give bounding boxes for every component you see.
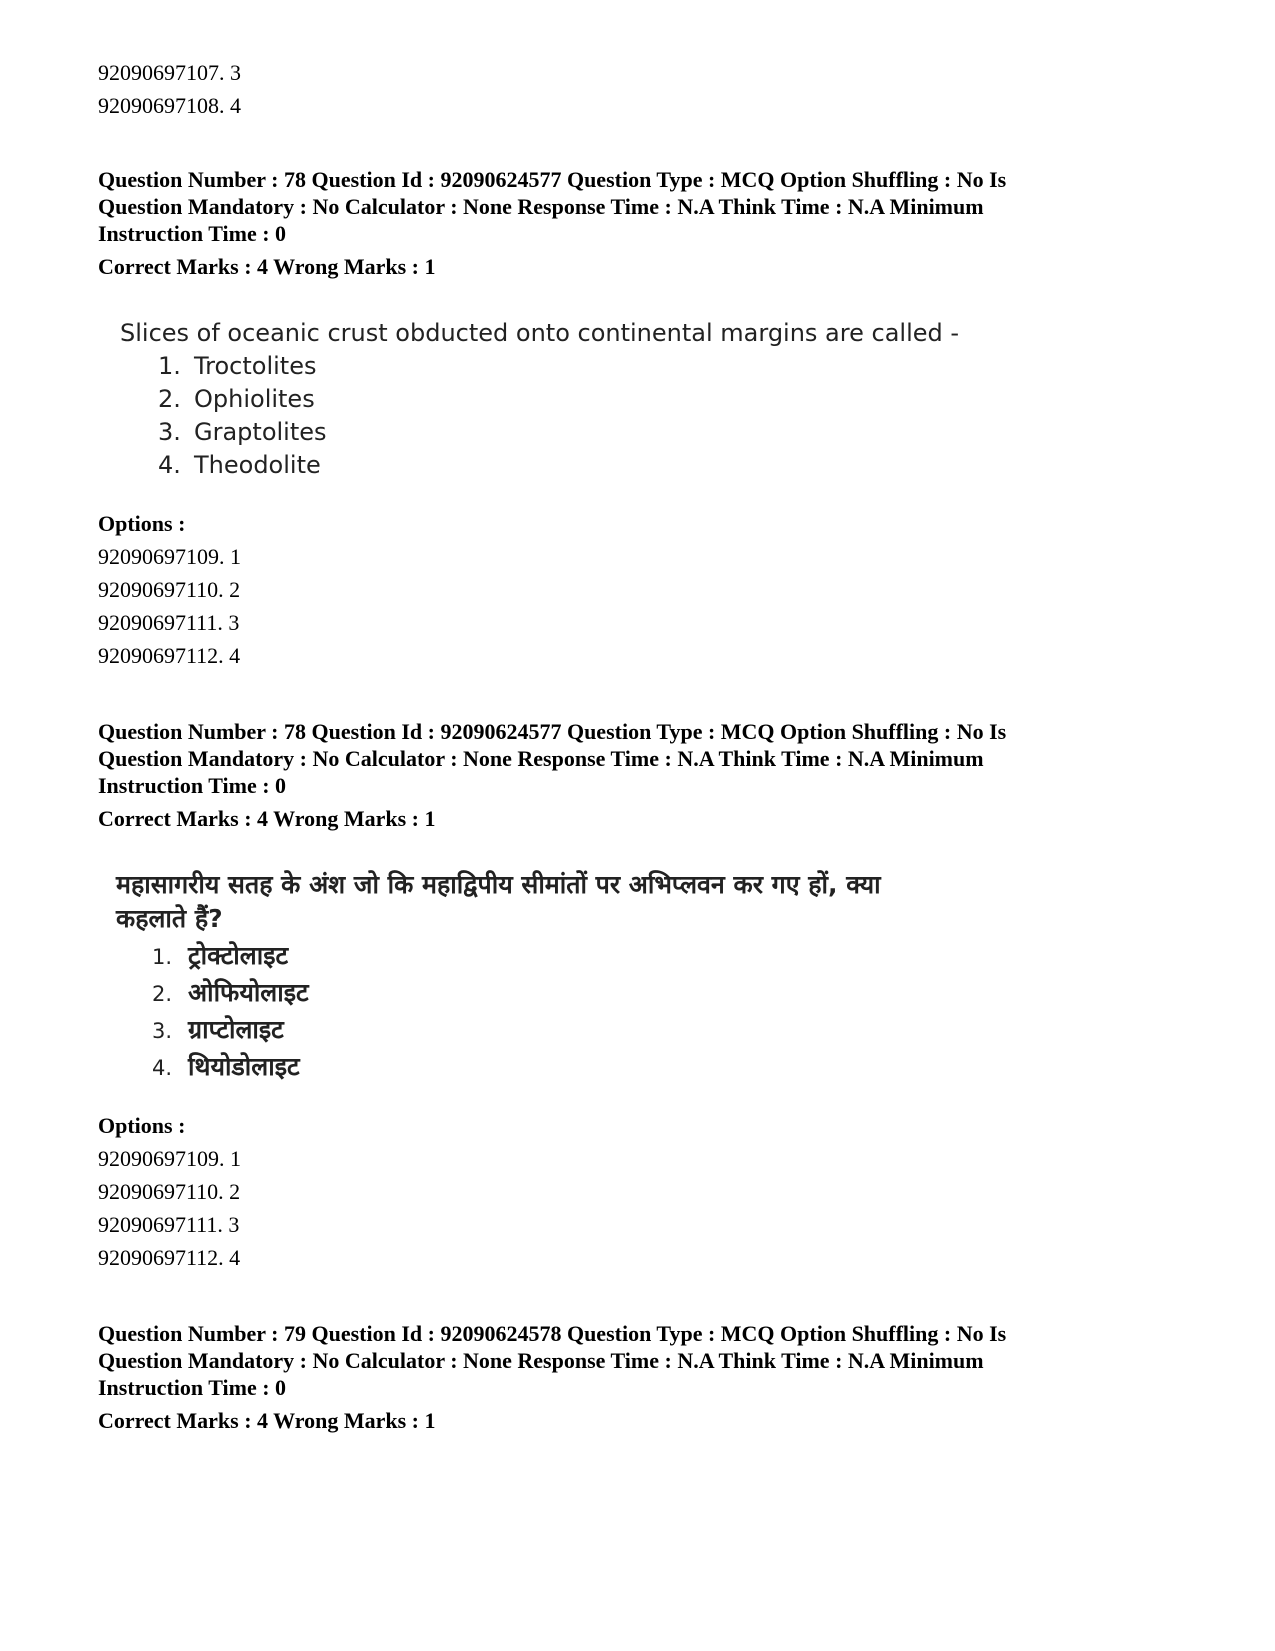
choice-number: 1. — [158, 352, 181, 380]
option-line: 92090697108. 4 — [98, 93, 241, 118]
options-label: Options : — [98, 1113, 186, 1138]
choice-number: 3. — [158, 418, 181, 446]
question-text: महासागरीय सतह के अंश जो कि महाद्विपीय सीमांतों पर अभिप्लवन कर गए हों, क्या — [116, 870, 881, 899]
choice-text: ग्राप्टोलाइट — [188, 1015, 284, 1044]
choice-text: Ophiolites — [194, 385, 315, 413]
option-line: 92090697110. 2 — [98, 1179, 241, 1204]
choice-item — [158, 383, 959, 416]
question-meta-line: Instruction Time : 0 — [98, 1375, 287, 1400]
choice-list — [152, 938, 881, 1086]
marks-line: Correct Marks : 4 Wrong Marks : 1 — [98, 806, 436, 831]
choice-text: Graptolites — [194, 418, 327, 446]
choice-number: 4. — [158, 451, 181, 479]
choice-list — [158, 350, 959, 482]
question-text: कहलाते हैं? — [116, 904, 223, 933]
choice-item — [152, 938, 881, 975]
question-meta-line: Instruction Time : 0 — [98, 221, 287, 246]
question-meta-line: Instruction Time : 0 — [98, 773, 287, 798]
question-image — [120, 318, 959, 482]
choice-text: Troctolites — [194, 352, 317, 380]
choice-item — [158, 350, 959, 383]
choice-item — [152, 975, 881, 1012]
option-line: 92090697112. 4 — [98, 643, 241, 668]
option-line: 92090697109. 1 — [98, 544, 241, 569]
question-text: Slices of oceanic crust obducted onto continental margins are called - — [120, 319, 960, 347]
marks-line: Correct Marks : 4 Wrong Marks : 1 — [98, 1408, 436, 1433]
choice-number: 3. — [152, 1019, 173, 1043]
choice-item — [158, 416, 959, 449]
marks-line: Correct Marks : 4 Wrong Marks : 1 — [98, 254, 436, 279]
option-line: 92090697109. 1 — [98, 1146, 241, 1171]
option-line: 92090697107. 3 — [98, 60, 241, 85]
question-meta-line: Question Number : 78 Question Id : 92090624577 Question Type : MCQ Option Shuffling : No Is — [98, 167, 1007, 192]
question-image — [116, 868, 881, 1086]
choice-number: 4. — [152, 1056, 173, 1080]
choice-number: 2. — [152, 982, 173, 1006]
choice-number: 2. — [158, 385, 181, 413]
question-meta-line: Question Mandatory : No Calculator : None Response Time : N.A Think Time : N.A Minimum — [98, 194, 984, 219]
option-line: 92090697111. 3 — [98, 610, 240, 635]
option-line: 92090697110. 2 — [98, 577, 241, 602]
question-meta-line: Question Number : 78 Question Id : 92090624577 Question Type : MCQ Option Shuffling : No Is — [98, 719, 1007, 744]
choice-text: ओफियोलाइट — [188, 978, 309, 1007]
choice-number: 1. — [152, 945, 173, 969]
question-meta-line: Question Mandatory : No Calculator : None Response Time : N.A Think Time : N.A Minimum — [98, 1348, 984, 1373]
choice-text: थियोडोलाइट — [188, 1052, 300, 1081]
choice-text: Theodolite — [194, 451, 321, 479]
choice-item — [152, 1049, 881, 1086]
option-line: 92090697111. 3 — [98, 1212, 240, 1237]
choice-text: ट्रोक्टोलाइट — [188, 941, 289, 970]
options-label: Options : — [98, 511, 186, 536]
option-line: 92090697112. 4 — [98, 1245, 241, 1270]
choice-item — [158, 449, 959, 482]
question-meta-line: Question Number : 79 Question Id : 92090624578 Question Type : MCQ Option Shuffling : No Is — [98, 1321, 1007, 1346]
question-meta-line: Question Mandatory : No Calculator : None Response Time : N.A Think Time : N.A Minimum — [98, 746, 984, 771]
choice-item — [152, 1012, 881, 1049]
